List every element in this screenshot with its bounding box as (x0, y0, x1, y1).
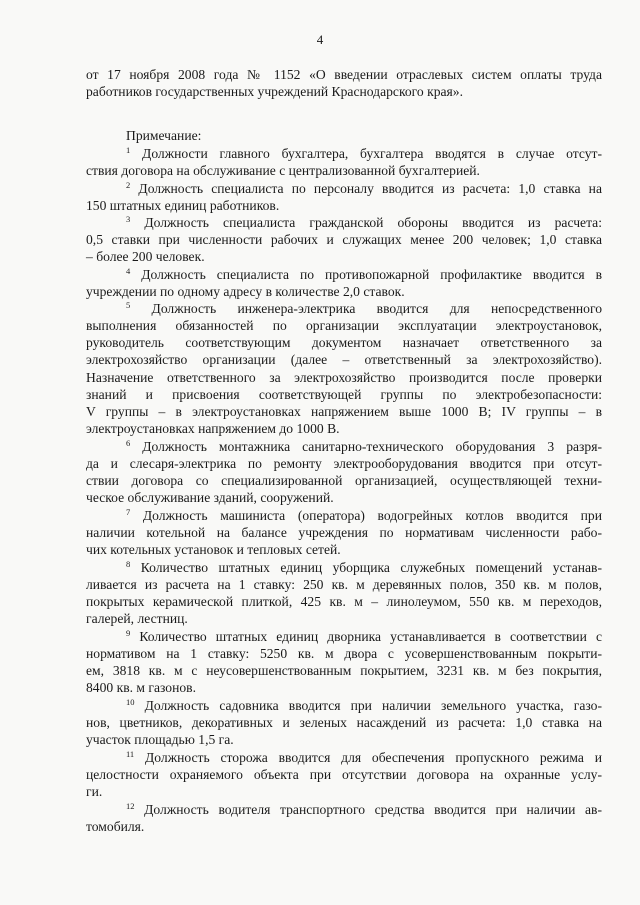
footnote-line (86, 248, 602, 265)
footnote-text: 150 штатных единиц работников. (86, 198, 280, 213)
footnote-line (86, 162, 602, 179)
footnote-text: Должность специалиста по персоналу вводится из расчета: 1,0 ставка на (138, 181, 602, 196)
footnote-marker: 2 (126, 180, 131, 190)
footnote-text: Должность садовника вводится при наличии земельного участка, газо- (144, 698, 602, 713)
footnote-start-line (126, 300, 602, 317)
footnote-text: Должность специалиста гражданской обороны вводится из расчета: (144, 215, 602, 230)
footnote-text: ги. (86, 784, 103, 799)
footnote-marker: 10 (126, 697, 135, 707)
footnote-start-line (126, 214, 602, 231)
footnote-text: покрытых керамической плиткой, 425 кв. м – линолеумом, 550 кв. м переходов, (86, 594, 602, 609)
footnote-text: Количество штатных единиц уборщика служебных помещений устанав- (140, 560, 602, 575)
footnote-marker: 11 (126, 749, 135, 759)
footnote-text: электроустановках напряжением до 1000 В. (86, 421, 340, 436)
footnote-text: Должности главного бухгалтера, бухгалтера вводятся в случае отсут- (142, 146, 603, 161)
footnote-text: ливается из расчета на 1 ставку: 250 кв. м деревянных полов, 350 кв. м полов, (86, 577, 602, 592)
footnote-line (86, 541, 602, 558)
footnote-line (86, 731, 602, 748)
footnote-text: Должность специалиста по противопожарной профилактике вводится в (141, 267, 602, 282)
footnote-marker: 7 (126, 507, 131, 517)
footnote-line (86, 714, 602, 731)
footnote-marker: 4 (126, 266, 131, 276)
footnote-marker: 6 (126, 438, 131, 448)
footnote-marker: 3 (126, 214, 131, 224)
footnote-text: выполнения обязанностей по организации эксплуатации электроустановок, (86, 318, 602, 333)
footnote-text: электрохозяйство организации (далее – ответственный за электрохозяйство). (86, 352, 602, 367)
footnote-start-line (126, 801, 602, 818)
footnote-line (86, 283, 602, 300)
footnote-line (86, 369, 602, 386)
footnote-text: Должность инженера-электрика вводится для непосредственного (151, 301, 602, 316)
footnote-marker: 8 (126, 559, 131, 569)
footnote-text: чих котельных установок и тепловых сетей. (86, 542, 341, 557)
footnote-line (86, 489, 602, 506)
footnote-line (86, 524, 602, 541)
footnote-line (86, 420, 602, 437)
footnote-marker: 9 (126, 628, 131, 638)
footnote-text: руководитель соответствующим документом назначает ответственного за (86, 335, 602, 350)
footnote-text: V группы – в электроустановках напряжением выше 1000 В; IV группы – в (86, 404, 602, 419)
footnote-line (86, 662, 602, 679)
footnote-start-line (126, 145, 602, 162)
footnote-start-line (126, 180, 602, 197)
footnote-text: томобиля. (86, 819, 145, 834)
footnote-line (86, 317, 602, 334)
footnote-text: ствии договора со специализированной организацией, осуществляющей техни- (86, 473, 602, 488)
footnote-start-line (126, 559, 602, 576)
footnote-text: учреждении по одному адресу в количестве 2,0 ставок. (86, 284, 405, 299)
footnote-marker: 5 (126, 300, 131, 310)
footnote-line (86, 455, 602, 472)
footnote-text: Назначение ответственного за электрохозяйство производится после проверки (86, 370, 602, 385)
footnote-start-line (126, 749, 602, 766)
note-heading: Примечание: (126, 128, 202, 143)
footnote-text: Должность монтажника санитарно-технического оборудования 3 разря- (142, 439, 602, 454)
footnote-text: Количество штатных единиц дворника устанавливается в соответствии с (139, 629, 602, 644)
footnote-text: Должность машиниста (оператора) водогрейных котлов вводится при (142, 508, 602, 523)
footnote-text: ствия договора на обслуживание с централизованной бухгалтерией. (86, 163, 480, 178)
footnote-line (86, 766, 602, 783)
footnote-line (86, 351, 602, 368)
footnote-text: галерей, лестниц. (86, 611, 188, 626)
footnote-marker: 1 (126, 145, 131, 155)
footnote-line (86, 197, 602, 214)
footnote-text: – более 200 человек. (86, 249, 205, 264)
footnote-text: ческое обслуживание зданий, сооружений. (86, 490, 334, 505)
footnote-line (86, 472, 602, 489)
footnote-text: участок площадью 1,5 га. (86, 732, 234, 747)
footnote-line (86, 334, 602, 351)
footnote-line (86, 818, 602, 835)
footnote-text: нов, цветников, декоративных и зеленых насаждений из расчета: 1,0 ставка на (86, 715, 602, 730)
footnote-text: 0,5 ставки при численности рабочих и служащих менее 200 человек; 1,0 ставка (86, 232, 602, 247)
footnote-text: наличии котельной на балансе учреждения по нормативам численности рабо- (86, 525, 602, 540)
footnote-text: знаний и присвоения соответствующей группы по электробезопасности: (86, 387, 602, 402)
footnote-text: да и слесаря-электрика по ремонту электрооборудования вводится при отсут- (86, 456, 602, 471)
footnote-start-line (126, 628, 602, 645)
footnote-text: 8400 кв. м газонов. (86, 680, 196, 695)
footnote-text: целостности охраняемого объекта при отсутствии договора на охранные услу- (86, 767, 602, 782)
intro-line: работников государственных учреждений Краснодарского края». (86, 84, 463, 99)
footnote-start-line (126, 438, 602, 455)
footnote-line (86, 645, 602, 662)
footnote-start-line (126, 507, 602, 524)
footnote-marker: 12 (126, 801, 135, 811)
footnote-line (86, 593, 602, 610)
footnote-line (86, 386, 602, 403)
footnote-line (86, 576, 602, 593)
footnote-text: ем, 3818 кв. м с неусовершенствованным покрытием, 3231 кв. м без покрытия, (86, 663, 602, 678)
footnote-text: Должность водителя транспортного средства вводится при наличии ав- (144, 802, 602, 817)
page-number: 4 (316, 32, 324, 47)
footnote-text: нормативом на 1 ставку: 5250 кв. м двора с усовершенствованным покрыти- (86, 646, 602, 661)
footnote-line (86, 610, 602, 627)
footnote-line (86, 231, 602, 248)
footnote-start-line (126, 697, 602, 714)
footnote-line (86, 679, 602, 696)
footnote-line (86, 783, 602, 800)
footnote-line (86, 403, 602, 420)
footnote-text: Должность сторожа вводится для обеспечения пропускного режима и (145, 750, 602, 765)
intro-line: от 17 ноября 2008 года № 1152 «О введении отраслевых систем оплаты труда (86, 67, 602, 82)
footnote-start-line (126, 266, 602, 283)
